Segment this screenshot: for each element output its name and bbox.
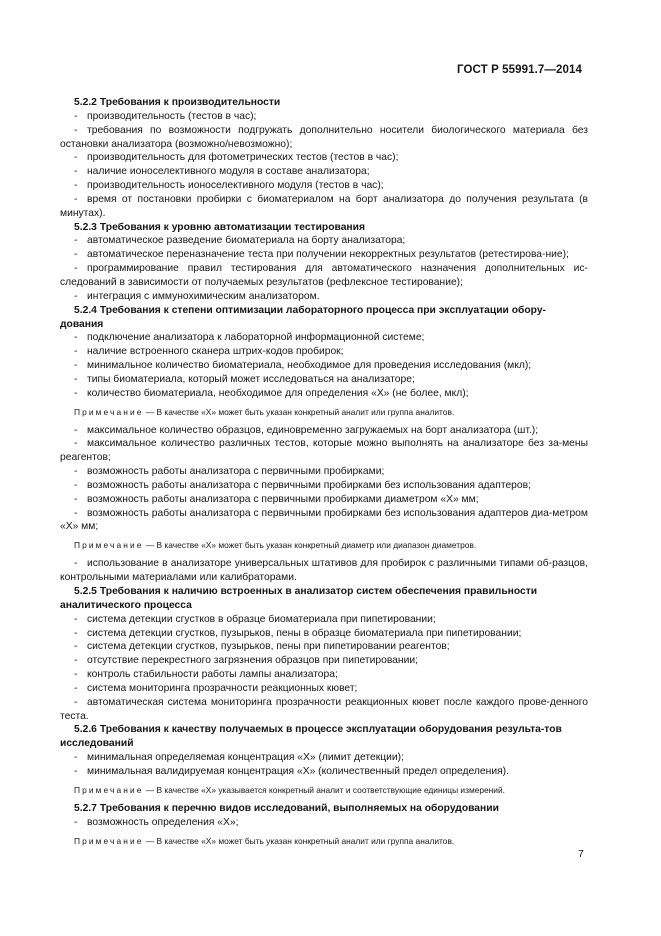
- section-heading: [60, 723, 588, 751]
- list-item: [60, 668, 588, 682]
- list-item-text: максимальное количество образцов, единовременно загружаемых на борт анализатора (шт.);: [87, 424, 539, 436]
- list-bullet: -: [74, 360, 78, 372]
- section-title: Требования к наличию встроенных в анализатор систем обеспечения правильности аналитического процесса: [60, 586, 538, 611]
- list-item-text: производительность для фотометрических тестов (тестов в час);: [87, 152, 399, 164]
- note-text: — В качестве «Х» может быть указан конкретный аналит или группа аналитов.: [145, 406, 455, 417]
- list-item: [60, 290, 588, 304]
- list-bullet: -: [74, 479, 78, 491]
- list-bullet: -: [74, 493, 78, 505]
- list-bullet: -: [74, 507, 78, 519]
- list-item: [60, 627, 588, 641]
- section-title: Требования к степени оптимизации лабораторного процесса при эксплуатации обору-дования: [60, 304, 546, 330]
- section-heading: [60, 585, 588, 613]
- list-bullet: -: [74, 438, 78, 450]
- list-bullet: -: [74, 290, 78, 302]
- list-item-text: наличие ионоселективного модуля в составе анализатора;: [87, 166, 370, 178]
- list-bullet: -: [74, 424, 78, 436]
- list-bullet: -: [74, 166, 78, 178]
- document-id: ГОСТ Р 55991.7—2014: [457, 64, 582, 76]
- list-bullet: -: [74, 373, 78, 385]
- list-bullet: -: [74, 655, 78, 667]
- note-text: — В качестве «Х» может быть указан конкретный диаметр или диапазон диаметров.: [145, 540, 477, 551]
- note-label: Примечание: [74, 406, 144, 417]
- list-item: [60, 359, 588, 373]
- list-item-text: отсутствие перекрестного загрязнения образцов при пипетировании;: [87, 655, 418, 667]
- list-item: [60, 696, 588, 724]
- list-item-text: автоматическое переназначение теста при получении некорректных результатов (ретестирова-ние);: [87, 249, 569, 261]
- list-item-text: программирование правил тестирования для автоматического назначения дополнительных ис-следований в зависимости от получаемых результатов (рефлексное тестирование);: [60, 263, 588, 288]
- list-bullet: -: [74, 466, 78, 478]
- list-item: [60, 765, 588, 779]
- list-item: [60, 331, 588, 345]
- section-number: 5.2.3: [74, 221, 97, 233]
- list-item: [60, 816, 588, 830]
- list-bullet: -: [74, 765, 78, 777]
- list-item: [60, 682, 588, 696]
- list-item-text: автоматическая система мониторинга прозрачности реакционных кювет после каждого прове-денного теста.: [60, 696, 588, 722]
- list-item: [60, 373, 588, 387]
- list-item-text: система детекции сгустков, пузырьков, пены в образце биоматериала при пипетировании;: [87, 627, 522, 639]
- list-item-text: автоматическое разведение биоматериала на борту анализатора;: [87, 235, 406, 247]
- list-item: [60, 193, 588, 221]
- list-item-text: минимальная валидируемая концентрация «Х» (количественный предел определения).: [87, 765, 509, 777]
- list-bullet: -: [74, 263, 78, 275]
- list-bullet: -: [74, 152, 78, 164]
- section-number: 5.2.4: [74, 304, 97, 316]
- list-bullet: -: [74, 180, 78, 192]
- list-bullet: -: [74, 696, 78, 708]
- list-item-text: система мониторинга прозрачности реакционных кювет;: [87, 682, 358, 694]
- section-title: Требования к уровню автоматизации тестирования: [99, 221, 365, 233]
- list-bullet: -: [74, 641, 78, 653]
- list-item: [60, 613, 588, 627]
- list-item: [60, 640, 588, 654]
- list-item-text: максимальное количество различных тестов, которые можно выполнять на анализаторе без за-мены реагентов;: [60, 438, 588, 464]
- list-bullet: -: [74, 752, 78, 764]
- note: [60, 835, 588, 847]
- list-item-text: система детекции сгустков, пузырьков, пены при пипетировании реагентов;: [87, 641, 450, 653]
- section-number: 5.2.7: [74, 802, 97, 814]
- list-item: [60, 345, 588, 359]
- section-title: Требования к перечню видов исследований, выполняемых на оборудовании: [99, 802, 499, 814]
- list-bullet: -: [74, 346, 78, 358]
- section-number: 5.2.6: [74, 724, 97, 736]
- list-item: [60, 110, 588, 124]
- list-item: [60, 437, 588, 465]
- section-heading: [60, 802, 588, 816]
- list-item: [60, 751, 588, 765]
- list-item-text: возможность работы анализатора с первичными пробирками диаметром «Х» мм;: [87, 493, 479, 505]
- list-item: [60, 234, 588, 248]
- section-heading: [60, 304, 588, 332]
- list-item-text: количество биоматериала, необходимое для определения «Х» (не более, мкл);: [87, 387, 469, 399]
- list-item-text: время от постановки пробирки с биоматериалом на борт анализатора до получения результата (в минутах).: [60, 193, 588, 219]
- section-title: Требования к качеству получаемых в процессе эксплуатации оборудования результа-тов исследований: [60, 724, 562, 750]
- list-item-text: возможность определения «Х»;: [87, 816, 239, 828]
- list-item: [60, 654, 588, 668]
- list-item: [60, 557, 588, 585]
- list-item: [60, 387, 588, 401]
- list-bullet: -: [74, 193, 78, 205]
- list-item-text: наличие встроенного сканера штрих-кодов пробирок;: [87, 346, 344, 358]
- list-item-text: использование в анализаторе универсальных штативов для пробирок с различными типами об-разцов, контрольными материалами или калибраторами.: [60, 558, 588, 584]
- list-item-text: подключение анализатора к лабораторной информационной системе;: [87, 332, 425, 344]
- list-bullet: -: [74, 387, 78, 399]
- list-item-text: система детекции сгустков в образце биоматериала при пипетировании;: [87, 613, 436, 625]
- note-text: — В качестве «Х» может быть указан конкретный аналит или группа аналитов.: [145, 835, 455, 846]
- list-bullet: -: [74, 110, 78, 122]
- section-heading: [60, 96, 588, 110]
- list-item: [60, 507, 588, 535]
- list-item: [60, 262, 588, 290]
- section-title: Требования к производительности: [99, 97, 281, 108]
- section-number: 5.2.2: [74, 97, 97, 108]
- list-item: [60, 465, 588, 479]
- list-bullet: -: [74, 682, 78, 694]
- list-bullet: -: [74, 627, 78, 639]
- note: [60, 784, 588, 796]
- list-item-text: возможность работы анализатора с первичными пробирками без использования адаптеров;: [87, 479, 531, 491]
- list-item: [60, 124, 588, 152]
- document-body: [60, 96, 588, 853]
- list-bullet: -: [74, 249, 78, 261]
- list-item-text: типы биоматериала, который может исследоваться на анализаторе;: [87, 373, 415, 385]
- list-bullet: -: [74, 669, 78, 681]
- page-number: 7: [578, 848, 584, 860]
- list-item: [60, 479, 588, 493]
- list-item-text: минимальная определяемая концентрация «Х» (лимит детекции);: [87, 752, 404, 764]
- list-bullet: -: [74, 816, 78, 828]
- list-item-text: производительность ионоселективного модуля (тестов в час);: [87, 180, 384, 192]
- note-text: — В качестве «Х» указывается конкретный аналит и соответствующие единицы измерений.: [145, 784, 505, 795]
- list-item: [60, 179, 588, 193]
- list-bullet: -: [74, 613, 78, 625]
- list-bullet: -: [74, 558, 78, 570]
- list-item: [60, 424, 588, 438]
- note-label: Примечание: [74, 835, 144, 846]
- list-item-text: возможность работы анализатора с первичными пробирками;: [87, 466, 385, 478]
- list-item-text: минимальное количество биоматериала, необходимое для проведения исследования (мкл);: [87, 360, 532, 372]
- note: [60, 539, 588, 551]
- list-item: [60, 248, 588, 262]
- section-heading: [60, 221, 588, 235]
- section-number: 5.2.5: [74, 586, 97, 597]
- list-item-text: возможность работы анализатора с первичными пробирками без использования адаптеров диа-метром «Х» мм;: [60, 507, 588, 533]
- list-bullet: -: [74, 235, 78, 247]
- list-item: [60, 493, 588, 507]
- list-item-text: требования по возможности подгружать дополнительно носители биологического материала без остановки анализатора (возможно/невозможно);: [60, 124, 588, 150]
- list-item-text: производительность (тестов в час);: [87, 110, 257, 122]
- list-item-text: контроль стабильности работы лампы анализатора;: [87, 669, 338, 681]
- list-item-text: интеграция с иммунохимическим анализатором.: [87, 290, 320, 302]
- list-bullet: -: [74, 124, 78, 136]
- note: [60, 406, 588, 418]
- list-item: [60, 151, 588, 165]
- list-bullet: -: [74, 332, 78, 344]
- note-label: Примечание: [74, 540, 144, 551]
- note-label: Примечание: [74, 784, 144, 795]
- list-item: [60, 165, 588, 179]
